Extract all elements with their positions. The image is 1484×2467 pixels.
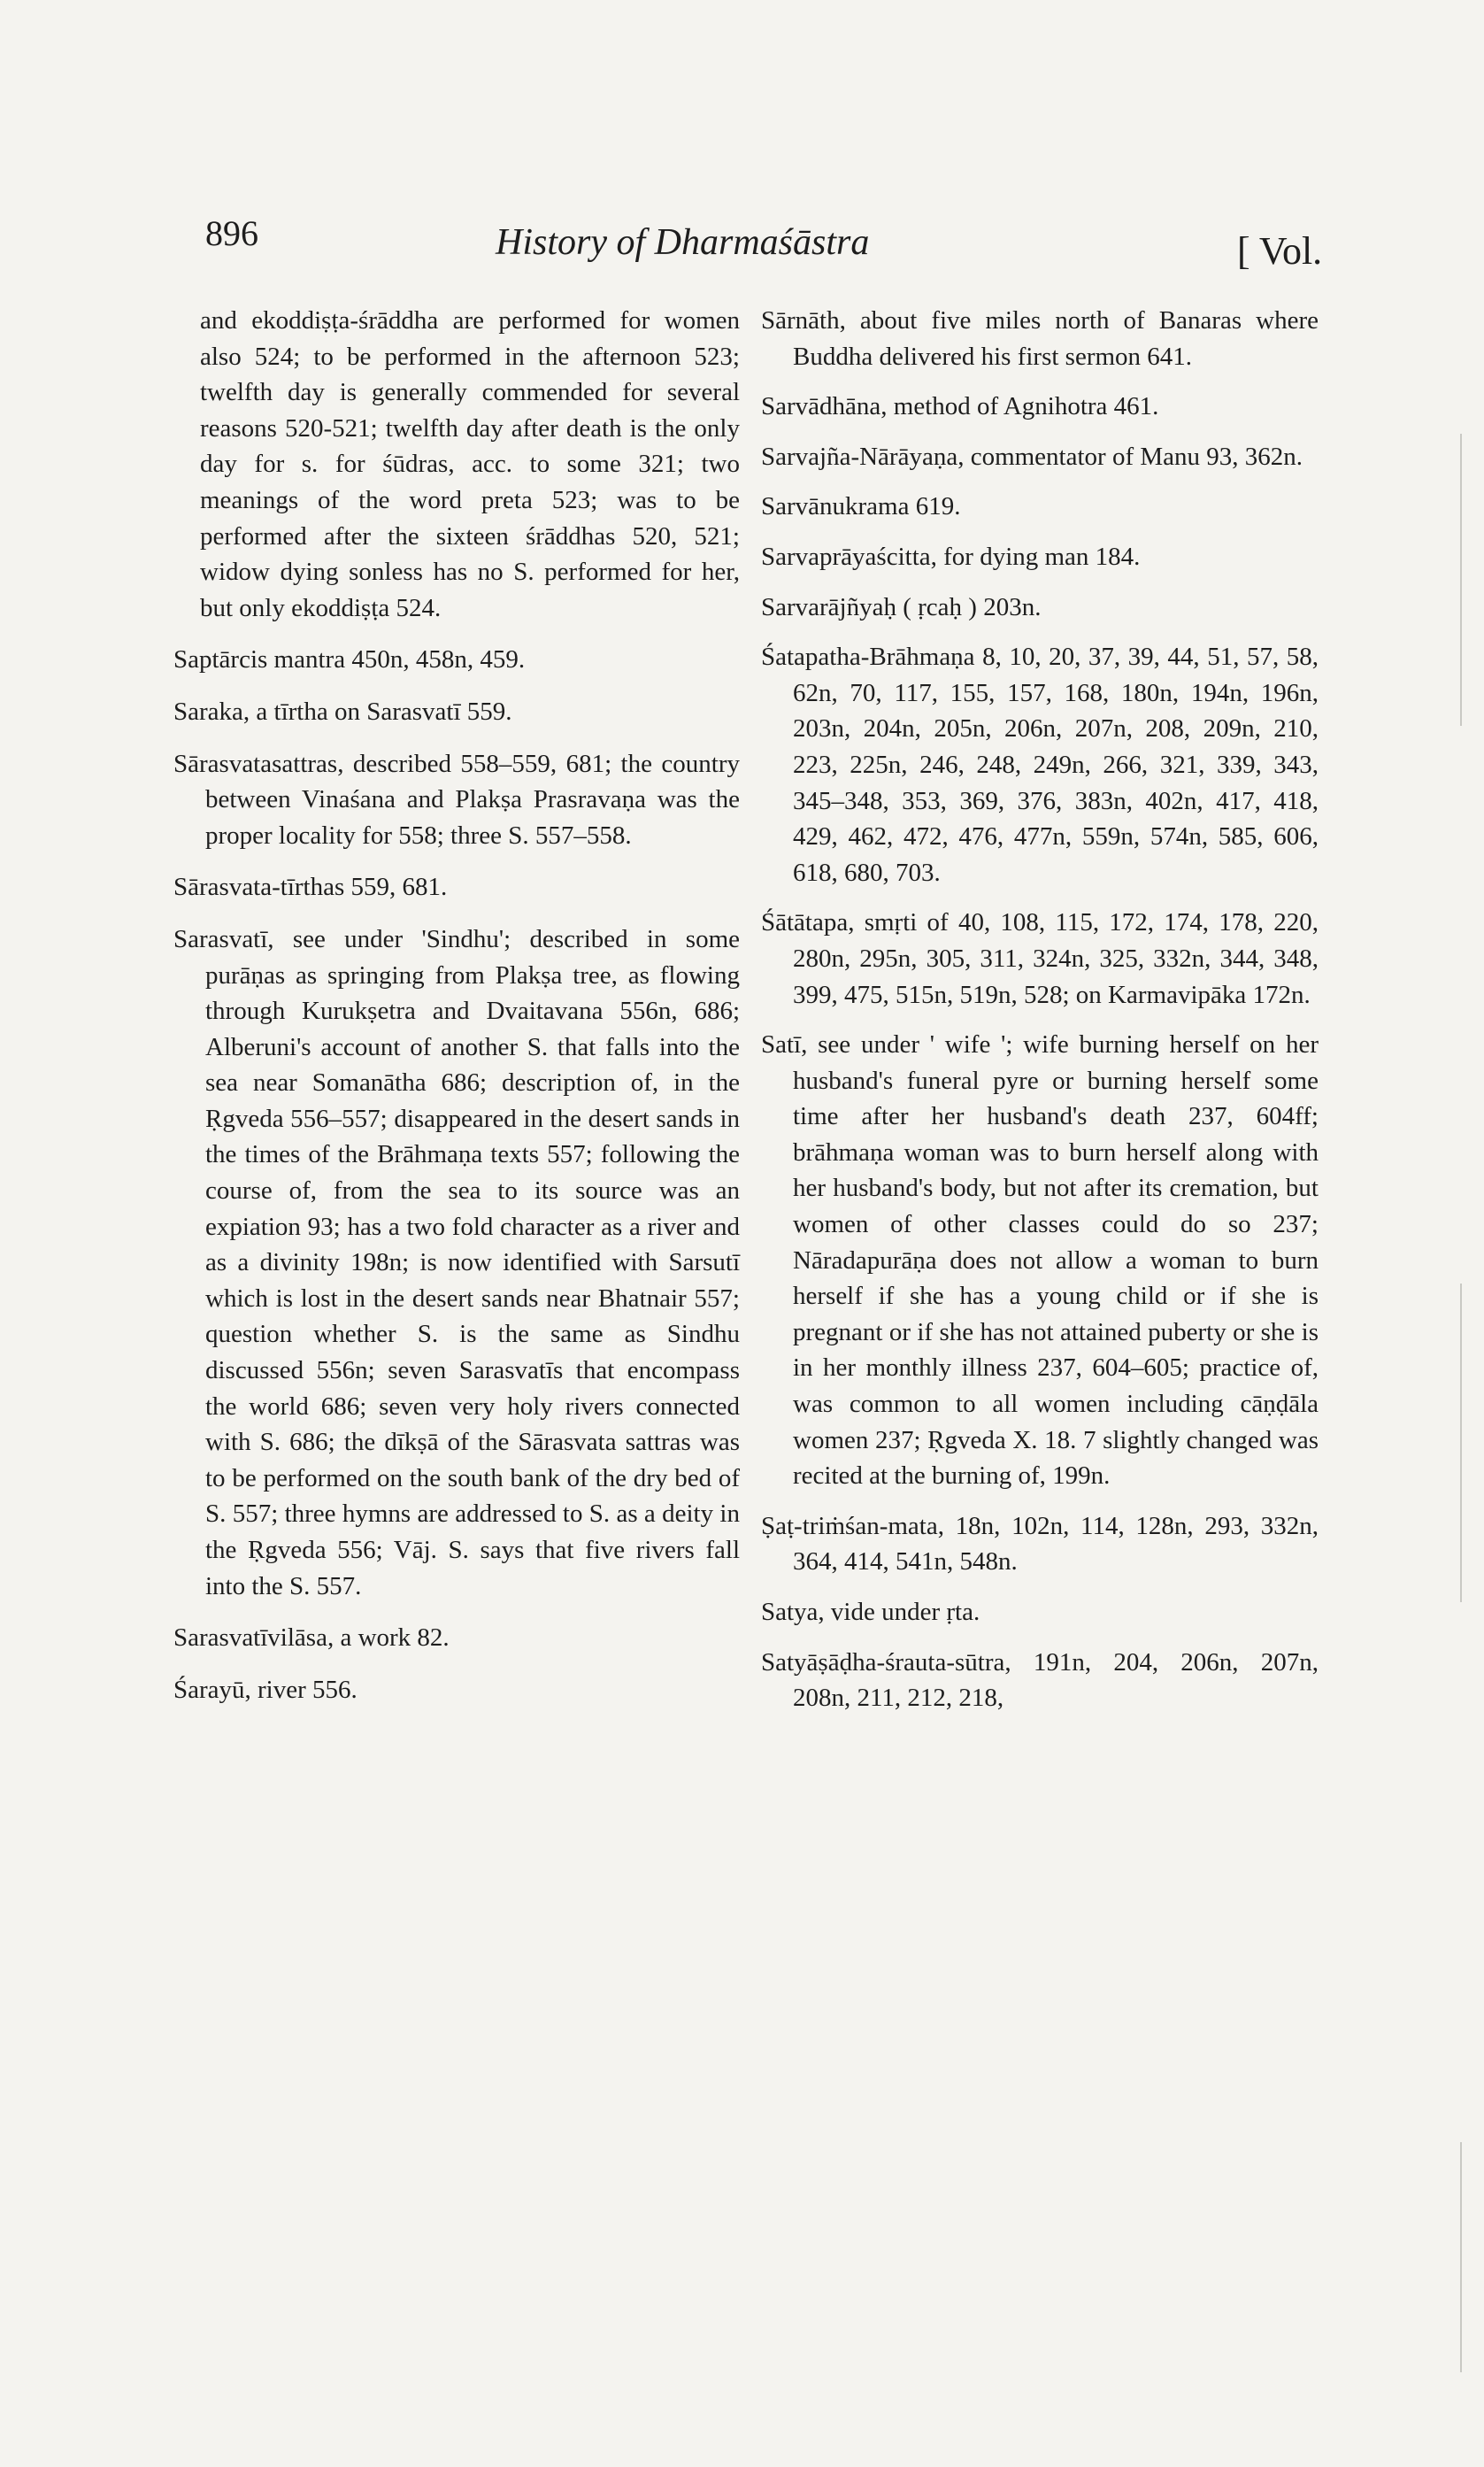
index-entry: Sārnāth, about five miles north of Banaras where Buddha delivered his first sermon 641. bbox=[761, 306, 1319, 371]
index-entry: and ekoddiṣṭa-śrāddha are performed for women also 524; to be performed in the afternoon 523; twelfth day is generally commended for several reasons 520-521; twelfth day after death is the only day for s. for śūdras, acc. to some 321; two meanings of the word preta 523; was to be performed after the sixteen śrāddhas 520, 521; widow dying sonless has no S. performed for her, but only ekoddiṣṭa 524. bbox=[200, 306, 740, 622]
volume-label: [ Vol. bbox=[1237, 229, 1323, 273]
right-column bbox=[761, 303, 1319, 1731]
index-entry: Sārasvata-tīrthas 559, 681. bbox=[173, 873, 448, 902]
page-number: 896 bbox=[205, 213, 258, 253]
index-entry: Sarvānukrama 619. bbox=[761, 492, 961, 521]
index-entry: Ṣaṭ-triṁśan-mata, 18n, 102n, 114, 128n, 293, 332n, 364, 414, 541n, 548n. bbox=[761, 1511, 1319, 1577]
page-header bbox=[0, 205, 1484, 276]
left-column bbox=[173, 303, 740, 1723]
scan-margin-line bbox=[1460, 2142, 1462, 2372]
index-entry: Saptārcis mantra 450n, 458n, 459. bbox=[173, 645, 526, 675]
index-entry: Sārasvatasattras, described 558–559, 681; the country between Vinaśana and Plakṣa Prasravaṇa was the proper locality for 558; three S. 557–558. bbox=[173, 749, 740, 850]
index-entry: Sarvajña-Nārāyaṇa, commentator of Manu 93, 362n. bbox=[761, 442, 1303, 471]
index-entry: Sarvādhāna, method of Agnihotra 461. bbox=[761, 392, 1159, 421]
index-entry: Sarvaprāyaścitta, for dying man 184. bbox=[761, 542, 1141, 571]
running-title: History of Dharmaśāstra bbox=[496, 222, 870, 263]
index-entry: Sarasvatī, see under 'Sindhu'; described in some purāṇas as springing from Plakṣa tree, as flowing through Kurukṣetra and Dvaitavana 556n, 686; Alberuni's account of another S. that falls into the sea near Somanātha 686; description of, in the Ṛgveda 556–557; disappeared in the desert sands in the times of the Brāhmaṇa texts 557; following the course of, from the sea to its source was an expiation 93; has a two fold character as a river and as a divinity 198n; is now identified with Sarsutī which is lost in the desert sands near Bhatnair 557; question whether S. is the same as Sindhu discussed 556n; seven Sarasvatīs that encompass the world 686; seven very holy rivers connected with S. 686; the dīkṣā of the Sārasvata sattras was to be performed on the south bank of the dry bed of S. 557; three hymns are addressed to S. as a deity in the Ṛgveda 556; Vāj. S. says that five rivers fall into the S. 557. bbox=[173, 924, 740, 1600]
index-entry: Śātātapa, smṛti of 40, 108, 115, 172, 174, 178, 220, 280n, 295n, 305, 311, 324n, 325, 332n, 344, 348, 399, 475, 515n, 519n, 528; on Karmavipāka 172n. bbox=[761, 908, 1319, 1009]
index-entry: Śatapatha-Brāhmaṇa 8, 10, 20, 37, 39, 44, 51, 57, 58, 62n, 70, 117, 155, 157, 168, 180n, 194n, 196n, 203n, 204n, 205n, 206n, 207n, 208, 209n, 210, 223, 225n, 246, 248, 249n, 266, 321, 339, 343, 345–348, 353, 369, 376, 383n, 402n, 417, 418, 429, 462, 472, 476, 477n, 559n, 574n, 585, 606, 618, 680, 703. bbox=[761, 643, 1319, 887]
index-entry: Sarasvatīvilāsa, a work 82. bbox=[173, 1623, 450, 1653]
scan-margin-line bbox=[1460, 1284, 1462, 1602]
index-entry: Sarvarājñyaḥ ( ṛcaḥ ) 203n. bbox=[761, 592, 1042, 621]
scan-margin-line bbox=[1460, 434, 1462, 726]
index-entry: Śarayū, river 556. bbox=[173, 1675, 358, 1704]
index-entry: Satyāṣāḍha-śrauta-sūtra, 191n, 204, 206n, 207n, 208n, 211, 212, 218, bbox=[761, 1647, 1319, 1713]
index-entry: Satī, see under ' wife '; wife burning herself on her husband's funeral pyre or burning herself some time after her husband's death 237, 604ff; brāhmaṇa woman was to burn herself along with her husband's body, but not after its cremation, but women of other classes could do so 237; Nāradapurāṇa does not allow a woman to burn herself if she has a young child or if she is pregnant or if she has not attained puberty or she is in her monthly illness 237, 604–605; practice of, was common to all women including cāṇḍāla women 237; Ṛgveda X. 18. 7 slightly changed was recited at the burning of, 199n. bbox=[761, 1030, 1319, 1491]
index-entry: Satya, vide under ṛta. bbox=[761, 1598, 980, 1626]
index-entry: Saraka, a tīrtha on Sarasvatī 559. bbox=[173, 697, 512, 726]
